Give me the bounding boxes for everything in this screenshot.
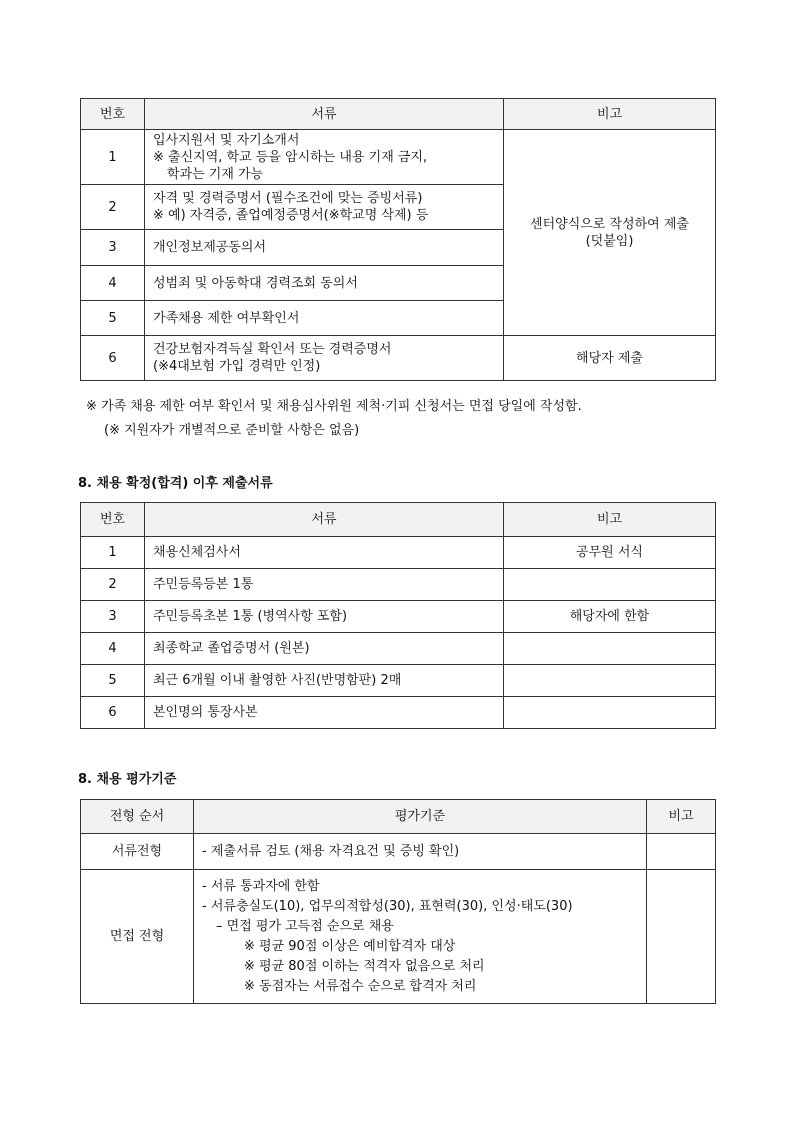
- document-note: (※4대보험 가입 경력만 인정): [153, 359, 321, 374]
- table-row: [81, 665, 716, 697]
- criteria-line: ※ 평균 80점 이하는 적격자 없음으로 처리: [244, 958, 485, 974]
- remark-cell: [504, 569, 716, 601]
- section-title: 8. 채용 평가기준: [78, 772, 177, 787]
- section-title: 8. 채용 확정(합격) 이후 제출서류: [78, 476, 273, 491]
- document-name: 최종학교 졸업증명서 (원본): [145, 633, 504, 665]
- table-row: [81, 537, 716, 569]
- document-name: 본인명의 통장사본: [145, 697, 504, 729]
- stage-cell: 면접 전형: [81, 870, 194, 1004]
- document-name: 개인정보제공동의서: [145, 230, 504, 266]
- table-row: [81, 569, 716, 601]
- criteria-line: - 서류충실도(10), 업무의적합성(30), 표현력(30), 인성·태도(30): [202, 898, 573, 914]
- criteria-line: – 면접 평가 고득점 순으로 채용: [216, 918, 394, 934]
- remark-cell: [504, 633, 716, 665]
- table-row: [81, 834, 716, 870]
- remark-cell: 해당자에 한함: [504, 601, 716, 633]
- row-number: 4: [81, 266, 145, 301]
- document-name: 입사지원서 및 자기소개서: [153, 132, 300, 148]
- row-number: 6: [81, 697, 145, 729]
- header-stage: 전형 순서: [81, 800, 194, 834]
- note-line: (※ 지원자가 개별적으로 준비할 사항은 없음): [104, 423, 360, 438]
- post-hire-documents-table: [80, 502, 716, 729]
- header-document: 서류: [145, 99, 504, 130]
- evaluation-criteria-table: [80, 799, 716, 1004]
- document-name: 주민등록초본 1통 (병역사항 포함): [145, 601, 504, 633]
- row-number: 5: [81, 665, 145, 697]
- header-remark: 비고: [647, 800, 716, 834]
- document-cell: [145, 185, 504, 230]
- document-note: 학과는 기재 가능: [167, 166, 264, 182]
- criteria-line: - 서류 통과자에 한함: [202, 878, 320, 894]
- document-name: 가족채용 제한 여부확인서: [145, 301, 504, 336]
- row-number: 2: [81, 569, 145, 601]
- table-row: [81, 697, 716, 729]
- row-number: 3: [81, 601, 145, 633]
- row-number: 6: [81, 336, 145, 381]
- table-row: [81, 336, 716, 381]
- document-name: 채용신체검사서: [145, 537, 504, 569]
- remark-cell: [504, 697, 716, 729]
- document-cell: [145, 336, 504, 381]
- row-number: 1: [81, 537, 145, 569]
- document-name: 자격 및 경력증명서 (필수조건에 맞는 증빙서류): [153, 191, 423, 206]
- remark-cell: [647, 834, 716, 870]
- remark-cell: 해당자 제출: [504, 336, 716, 381]
- remark-cell: [504, 665, 716, 697]
- table-row: [81, 601, 716, 633]
- criteria-cell: - 제출서류 검토 (채용 자격요건 및 증빙 확인): [194, 834, 647, 870]
- row-number: 1: [81, 130, 145, 185]
- note-line: ※ 가족 채용 제한 여부 확인서 및 채용심사위원 제척·기피 신청서는 면접 당일에 작성함.: [86, 399, 582, 414]
- stage-cell: 서류전형: [81, 834, 194, 870]
- table-row: [81, 130, 716, 185]
- header-document: 서류: [145, 503, 504, 537]
- remark-text: (덧붙임): [585, 233, 634, 249]
- document-cell: [145, 130, 504, 185]
- remark-cell: [504, 130, 716, 336]
- table-row: [81, 870, 716, 1004]
- remark-text: 센터양식으로 작성하여 제출: [530, 216, 689, 232]
- remark-cell: 공무원 서식: [504, 537, 716, 569]
- header-remark: 비고: [504, 99, 716, 130]
- document-note: ※ 출신지역, 학교 등을 암시하는 내용 기재 금지,: [153, 149, 428, 165]
- document-name: 건강보험자격득실 확인서 또는 경력증명서: [153, 342, 392, 357]
- document-note: ※ 예) 자격증, 졸업예정증명서(※학교명 삭제) 등: [153, 208, 429, 223]
- row-number: 3: [81, 230, 145, 266]
- document-name: 최근 6개월 이내 촬영한 사진(반명함판) 2매: [145, 665, 504, 697]
- criteria-line: ※ 평균 90점 이상은 예비합격자 대상: [244, 938, 456, 954]
- table-row: [81, 633, 716, 665]
- criteria-cell: [194, 870, 647, 1004]
- criteria-line: ※ 동점자는 서류접수 순으로 합격자 처리: [244, 978, 477, 994]
- required-documents-table: [80, 98, 716, 381]
- document-name: 성범죄 및 아동학대 경력조회 동의서: [145, 266, 504, 301]
- header-criteria: 평가기준: [194, 800, 647, 834]
- header-number: 번호: [81, 99, 145, 130]
- row-number: 4: [81, 633, 145, 665]
- row-number: 2: [81, 185, 145, 230]
- header-remark: 비고: [504, 503, 716, 537]
- document-name: 주민등록등본 1통: [145, 569, 504, 601]
- row-number: 5: [81, 301, 145, 336]
- remark-cell: [647, 870, 716, 1004]
- header-number: 번호: [81, 503, 145, 537]
